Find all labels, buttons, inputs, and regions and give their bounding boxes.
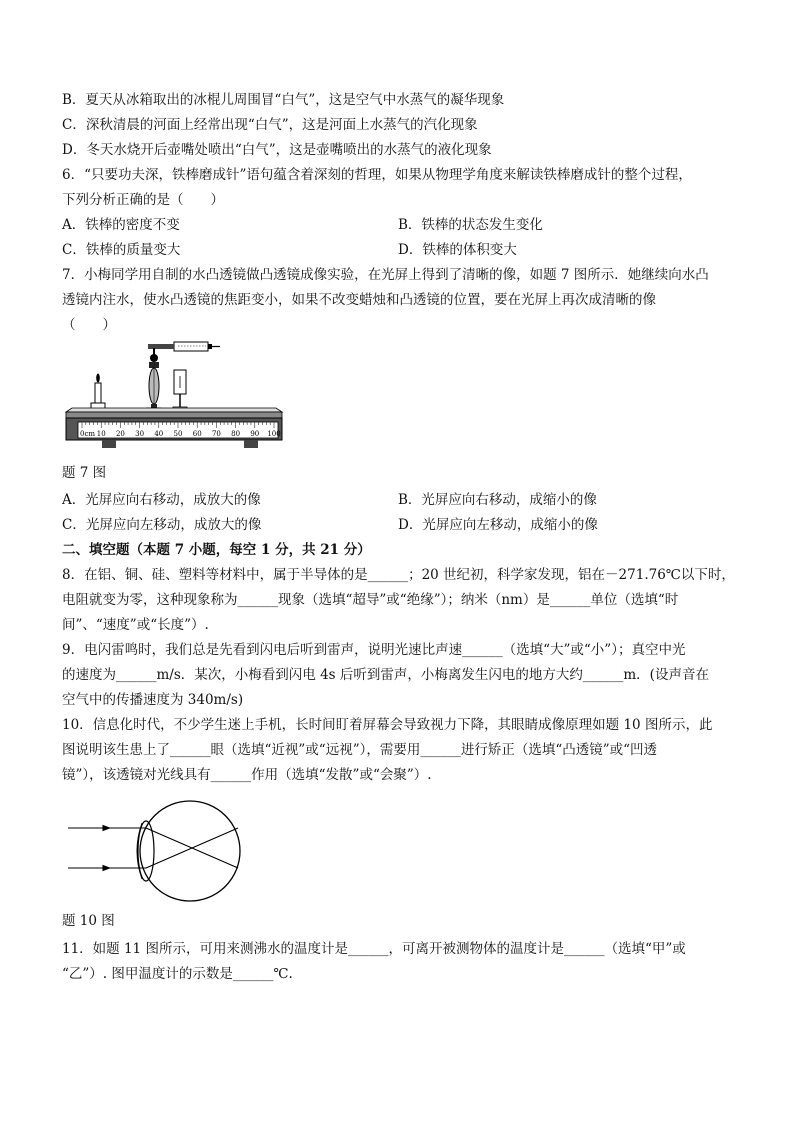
ruler-label: 10: [96, 430, 106, 438]
q6-stem-line-1: 6．“只要功夫深，铁棒磨成针”语句蕴含着深刻的哲理，如果从物理学角度来解读铁棒磨成针的整个过程，: [62, 167, 692, 183]
eye-diagram-figure: [62, 798, 262, 904]
ruler-label: 60: [192, 430, 202, 438]
candle-icon: [91, 374, 105, 410]
q8-line-1: 8．在铝、铜、硅、塑料等材料中，属于半导体的是______；20 世纪初，科学家发现，铝在－271.76℃以下时，: [62, 567, 735, 583]
q6-option-d: D．铁棒的体积变大: [398, 242, 517, 258]
section-2-title: 二、填空题（本题 7 小题，每空 1 分，共 21 分）: [62, 542, 371, 558]
ruler-label: 100: [267, 430, 281, 438]
ruler-label: 70: [211, 430, 221, 438]
q7-option-c: C．光屏应向左移动，成放大的像: [62, 517, 262, 533]
q7-stem-line-3: （ ）: [62, 317, 116, 333]
light-screen-icon: [173, 370, 187, 411]
q8-line-2: 电阻就变为零，这种现象称为______现象（选填“超导”或“绝缘”）；纳米（nm）是______单位（选填“时: [62, 592, 679, 608]
ruler-label: 80: [231, 430, 241, 438]
ruler-label: 40: [154, 430, 164, 438]
q10-line-1: 10．信息化时代，不少学生迷上手机，长时间盯着屏幕会导致视力下降，其眼睛成像原理如题 10 图所示，此: [62, 717, 713, 733]
q9-line-2: 的速度为______m/s．某次，小梅看到闪电 4s 后听到雷声，小梅离发生闪电的地方大约______m．(设声音在: [62, 667, 709, 683]
q6-option-a: A．铁棒的密度不变: [62, 217, 180, 233]
ruler-label: 50: [173, 430, 183, 438]
q11-line-1: 11．如题 11 图所示，可用来测沸水的温度计是______，可离开被测物体的温度计是______（选填“甲”或: [62, 941, 686, 957]
figure-7-caption: 题 7 图: [62, 465, 107, 481]
q5-option-c: C．深秋清晨的河面上经常出现“白气”，这是河面上水蒸气的汽化现象: [62, 117, 478, 133]
q9-line-1: 9．电闪雷鸣时，我们总是先看到闪电后听到雷声，说明光速比声速______（选填“大”或“小”）；真空中光: [62, 642, 686, 658]
q5-option-d: D．冬天水烧开后壶嘴处喷出“白气”，这是壶嘴喷出的水蒸气的液化现象: [62, 142, 492, 158]
q7-option-b: B．光屏应向右移动，成缩小的像: [398, 492, 597, 508]
q7-option-a: A．光屏应向右移动，成放大的像: [62, 492, 261, 508]
ruler-label: 30: [135, 430, 145, 438]
q7-stem-line-2: 透镜内注水，使水凸透镜的焦距变小，如果不改变蜡烛和凸透镜的位置，要在光屏上再次成清晰的像: [62, 292, 656, 308]
q7-option-d: D．光屏应向左移动，成缩小的像: [398, 517, 598, 533]
q5-option-b: B．夏天从冰箱取出的冰棍儿周围冒“白气”，这是空气中水蒸气的凝华现象: [62, 92, 505, 108]
q9-line-3: 空气中的传播速度为 340m/s): [62, 692, 244, 708]
figure-10-caption: 题 10 图: [62, 913, 115, 929]
optical-bench-figure: [62, 336, 286, 454]
q10-line-2: 图说明该生患上了______眼（选填“近视”或“远视”），需要用______进行矫正（选填“凸透镜”或“凹透: [62, 742, 658, 758]
q11-line-2: “乙”）. 图甲温度计的示数是______℃.: [62, 966, 293, 982]
eyeball-icon: [140, 801, 240, 901]
q7-stem-line-1: 7．小梅同学用自制的水凸透镜做凸透镜成像实验，在光屏上得到了清晰的像，如题 7 图所示．她继续向水凸: [62, 267, 709, 283]
optical-bench: [66, 408, 282, 448]
ruler-label: 20: [115, 430, 125, 438]
q6-option-c: C．铁棒的质量变大: [62, 242, 181, 258]
q6-stem-line-2: 下列分析正确的是（ ）: [62, 192, 224, 208]
water-lens-icon: [147, 354, 161, 412]
q8-line-3: 间”、“速度”或“长度”）.: [62, 617, 209, 633]
q6-option-b: B．铁棒的状态发生变化: [398, 217, 543, 233]
syringe-icon: [148, 342, 220, 358]
q10-line-3: 镜”），该透镜对光线具有______作用（选填“发散”或“会聚”）.: [62, 767, 432, 783]
ruler-label: 90: [250, 430, 260, 438]
ruler-label: 0cm: [80, 430, 96, 438]
